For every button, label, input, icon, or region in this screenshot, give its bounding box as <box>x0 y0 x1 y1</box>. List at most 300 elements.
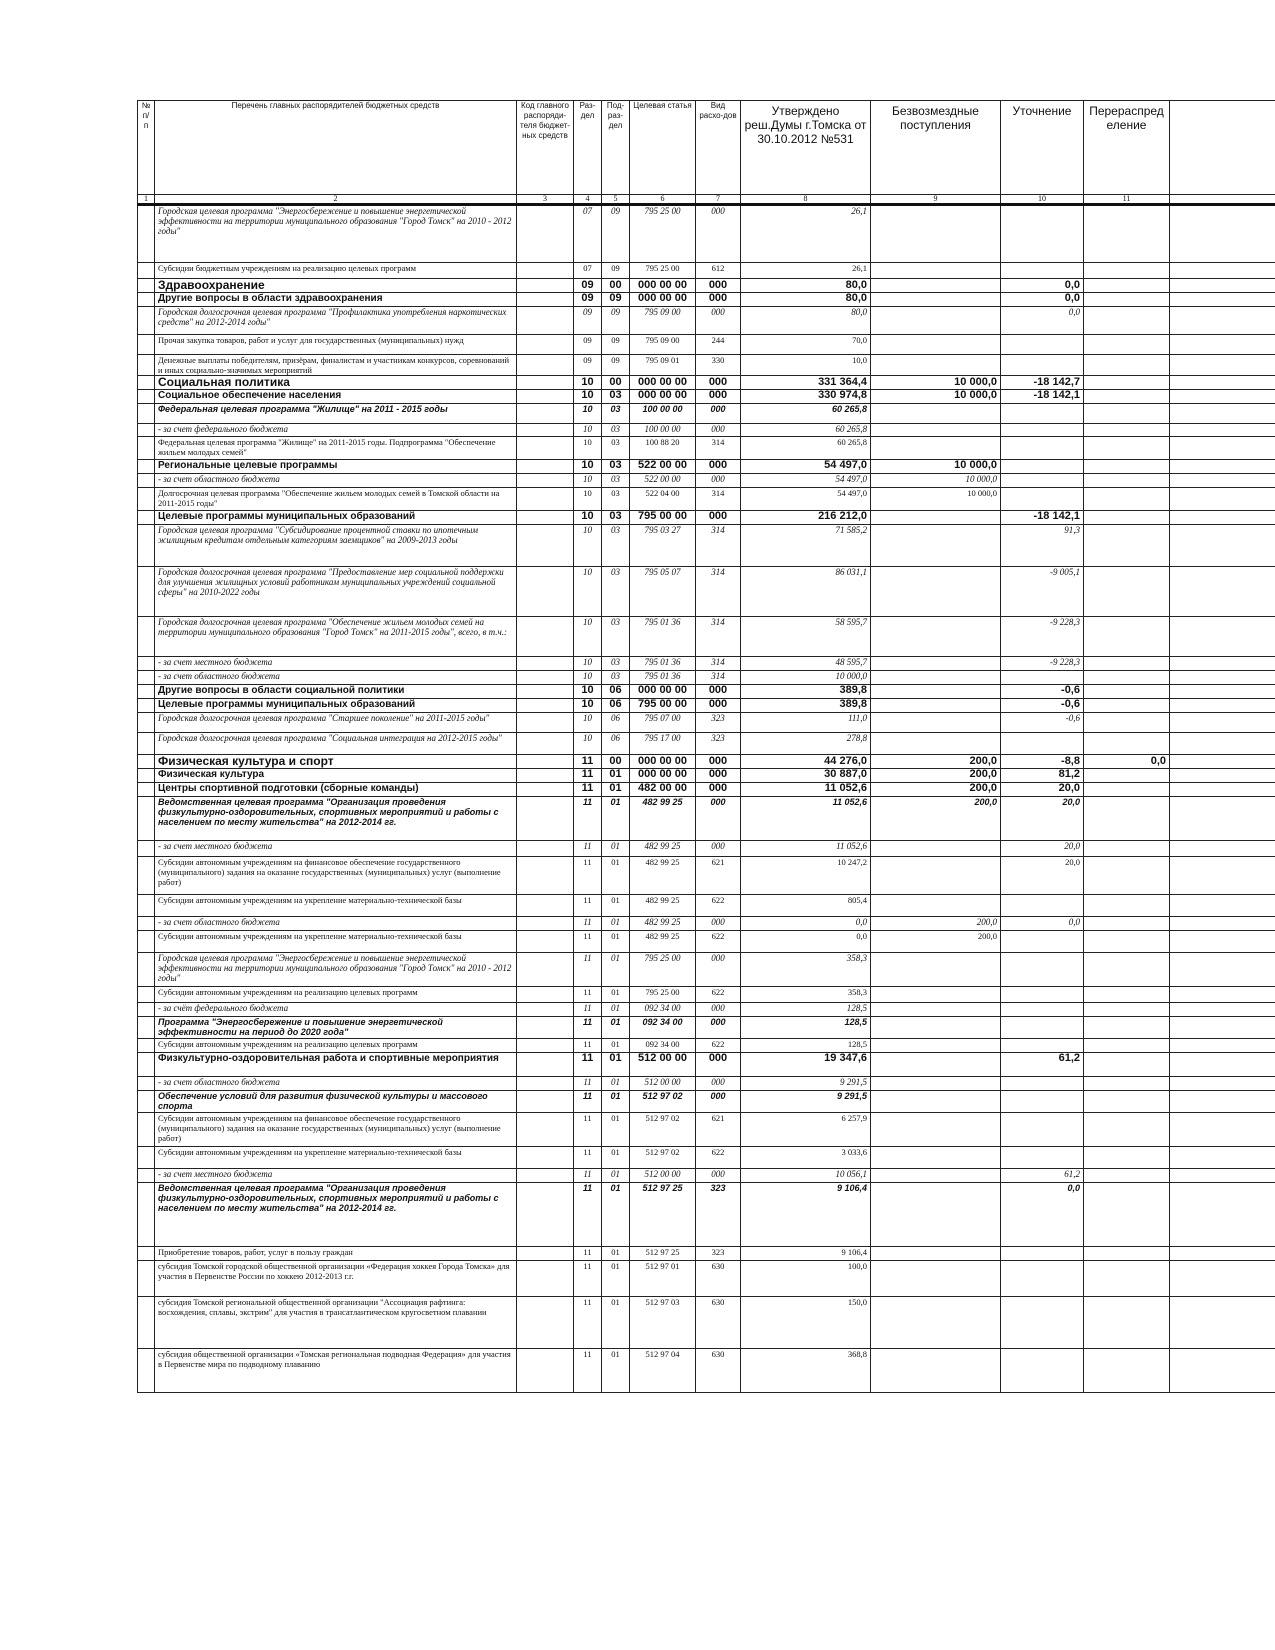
cell-redist <box>1084 279 1170 293</box>
cell-vid: 314 <box>696 657 741 671</box>
cell-num <box>138 1091 155 1113</box>
cell-free <box>871 567 1001 617</box>
cell-clarify <box>1001 1017 1084 1039</box>
cell-free <box>871 1247 1001 1261</box>
cell-approved: 48 595,7 <box>741 657 871 671</box>
cell-extra <box>1170 355 1275 376</box>
cell-podrazdel: 06 <box>602 685 630 699</box>
cell-num <box>138 841 155 857</box>
cell-code <box>517 1113 574 1147</box>
cell-podrazdel: 09 <box>602 307 630 335</box>
cell-free <box>871 1261 1001 1297</box>
cell-razdel: 11 <box>574 1349 602 1393</box>
cell-name: Городская долгосрочная целевая программа "Социальная интеграция на 2012-2015 годы" <box>155 733 517 755</box>
cell-code <box>517 307 574 335</box>
cell-code <box>517 713 574 733</box>
cell-clarify <box>1001 953 1084 987</box>
cell-vid: 000 <box>696 1017 741 1039</box>
cell-stat: 000 00 00 <box>630 279 696 293</box>
cell-podrazdel: 03 <box>602 511 630 525</box>
cell-num <box>138 733 155 755</box>
cell-razdel: 11 <box>574 769 602 783</box>
cell-name: - за счет областного бюджета <box>155 917 517 931</box>
cell-vid: 000 <box>696 699 741 713</box>
cell-podrazdel: 01 <box>602 1017 630 1039</box>
cell-extra <box>1170 733 1275 755</box>
cell-podrazdel: 03 <box>602 460 630 474</box>
cell-name: Обеспечение условий для развития физической культуры и массового спорта <box>155 1091 517 1113</box>
cell-redist <box>1084 1297 1170 1349</box>
cell-razdel: 11 <box>574 1297 602 1349</box>
cell-approved: 805,4 <box>741 895 871 917</box>
cell-approved: 11 052,6 <box>741 783 871 797</box>
col-number: 5 <box>602 195 630 205</box>
cell-stat: 482 99 25 <box>630 895 696 917</box>
cell-clarify <box>1001 1077 1084 1091</box>
cell-clarify <box>1001 1261 1084 1297</box>
cell-code <box>517 1169 574 1183</box>
cell-approved: 10 000,0 <box>741 671 871 685</box>
cell-approved: 58 595,7 <box>741 617 871 657</box>
cell-name: Социальная политика <box>155 376 517 390</box>
cell-code <box>517 567 574 617</box>
cell-extra <box>1170 263 1275 279</box>
cell-name: Целевые программы муниципальных образований <box>155 511 517 525</box>
cell-free <box>871 437 1001 460</box>
cell-redist <box>1084 733 1170 755</box>
cell-razdel: 10 <box>574 733 602 755</box>
cell-num <box>138 1147 155 1169</box>
cell-code <box>517 685 574 699</box>
cell-num <box>138 617 155 657</box>
cell-num <box>138 895 155 917</box>
col-number: 4 <box>574 195 602 205</box>
cell-vid: 630 <box>696 1297 741 1349</box>
cell-redist <box>1084 525 1170 567</box>
cell-clarify <box>1001 355 1084 376</box>
cell-name: Субсидии автономным учреждениям на укрепление материально-технической базы <box>155 895 517 917</box>
cell-approved: 389,8 <box>741 685 871 699</box>
cell-code <box>517 293 574 307</box>
cell-num <box>138 488 155 511</box>
cell-stat: 522 00 00 <box>630 460 696 474</box>
cell-approved: 60 265,8 <box>741 404 871 424</box>
cell-approved: 26,1 <box>741 205 871 263</box>
cell-extra <box>1170 293 1275 307</box>
header-stat: Целевая статья <box>630 101 696 195</box>
cell-code <box>517 671 574 685</box>
cell-podrazdel: 09 <box>602 293 630 307</box>
cell-code <box>517 1183 574 1247</box>
cell-redist <box>1084 437 1170 460</box>
cell-free <box>871 699 1001 713</box>
cell-name: - за счет областного бюджета <box>155 671 517 685</box>
cell-razdel: 10 <box>574 424 602 437</box>
cell-podrazdel: 01 <box>602 1349 630 1393</box>
cell-stat: 512 00 00 <box>630 1077 696 1091</box>
cell-clarify <box>1001 1003 1084 1017</box>
cell-name: Субсидии автономным учреждениям на реализацию целевых программ <box>155 1039 517 1053</box>
cell-redist <box>1084 460 1170 474</box>
cell-stat: 512 97 04 <box>630 1349 696 1393</box>
cell-redist <box>1084 1003 1170 1017</box>
cell-clarify <box>1001 424 1084 437</box>
table-row <box>138 685 1275 699</box>
cell-name: Городская целевая программа "Субсидирование процентной ставки по ипотечным жилищным кредитам отдельным категориям заемщиков" на 2009-2013 годы <box>155 525 517 567</box>
cell-redist <box>1084 685 1170 699</box>
cell-extra <box>1170 488 1275 511</box>
cell-podrazdel: 06 <box>602 733 630 755</box>
cell-num <box>138 567 155 617</box>
cell-free <box>871 685 1001 699</box>
cell-code <box>517 525 574 567</box>
cell-redist <box>1084 857 1170 895</box>
cell-extra <box>1170 1113 1275 1147</box>
cell-num <box>138 1017 155 1039</box>
cell-stat: 795 01 36 <box>630 671 696 685</box>
cell-extra <box>1170 685 1275 699</box>
cell-redist <box>1084 205 1170 263</box>
cell-clarify: -0,6 <box>1001 699 1084 713</box>
cell-podrazdel: 03 <box>602 525 630 567</box>
cell-podrazdel: 01 <box>602 1183 630 1247</box>
table-row <box>138 511 1275 525</box>
cell-razdel: 11 <box>574 783 602 797</box>
cell-free <box>871 404 1001 424</box>
cell-razdel: 11 <box>574 857 602 895</box>
cell-vid: 314 <box>696 617 741 657</box>
cell-extra <box>1170 335 1275 355</box>
cell-approved: 330 974,8 <box>741 390 871 404</box>
cell-clarify: 0,0 <box>1001 279 1084 293</box>
cell-razdel: 10 <box>574 437 602 460</box>
cell-podrazdel: 01 <box>602 987 630 1003</box>
cell-stat: 795 25 00 <box>630 953 696 987</box>
cell-num <box>138 953 155 987</box>
cell-vid: 612 <box>696 263 741 279</box>
cell-vid: 000 <box>696 390 741 404</box>
cell-redist <box>1084 424 1170 437</box>
cell-approved: 128,5 <box>741 1039 871 1053</box>
cell-name: Физическая культура <box>155 769 517 783</box>
cell-stat: 795 17 00 <box>630 733 696 755</box>
cell-stat: 795 03 27 <box>630 525 696 567</box>
cell-free <box>871 279 1001 293</box>
cell-code <box>517 205 574 263</box>
cell-redist <box>1084 671 1170 685</box>
cell-vid: 000 <box>696 376 741 390</box>
cell-razdel: 11 <box>574 1183 602 1247</box>
cell-stat: 522 04 00 <box>630 488 696 511</box>
cell-name: Городская долгосрочная целевая программа "Профилактика употребления наркотических средств" на 2012-2014 годы" <box>155 307 517 335</box>
cell-stat: 000 00 00 <box>630 390 696 404</box>
cell-vid: 000 <box>696 1091 741 1113</box>
table-row <box>138 657 1275 671</box>
cell-podrazdel: 01 <box>602 857 630 895</box>
header-code: Код главного распоряди-теля бюджет-ных средств <box>517 101 574 195</box>
cell-stat: 512 97 02 <box>630 1091 696 1113</box>
cell-extra <box>1170 437 1275 460</box>
cell-approved: 9 291,5 <box>741 1077 871 1091</box>
cell-extra <box>1170 987 1275 1003</box>
cell-name: Городская долгосрочная целевая программа "Обеспечение жильем молодых семей на территории муниципального образования "Город Томск" на 2011-2015 годы", всего, в т.ч.: <box>155 617 517 657</box>
cell-name: Субсидии автономным учреждениям на финансовое обеспечение государственного (муниципального) задания на оказание государственных (муниципальных) услуг (выполнение работ) <box>155 1113 517 1147</box>
table-row <box>138 713 1275 733</box>
cell-vid: 000 <box>696 685 741 699</box>
cell-vid: 000 <box>696 953 741 987</box>
table-row <box>138 1297 1275 1349</box>
cell-redist <box>1084 1169 1170 1183</box>
cell-razdel: 09 <box>574 307 602 335</box>
cell-num <box>138 437 155 460</box>
cell-extra <box>1170 390 1275 404</box>
cell-extra <box>1170 307 1275 335</box>
cell-razdel: 07 <box>574 205 602 263</box>
cell-podrazdel: 01 <box>602 1091 630 1113</box>
table-row <box>138 404 1275 424</box>
cell-clarify <box>1001 263 1084 279</box>
col-number: 3 <box>517 195 574 205</box>
cell-extra <box>1170 657 1275 671</box>
cell-vid: 000 <box>696 755 741 769</box>
table-row <box>138 1147 1275 1169</box>
cell-extra <box>1170 1017 1275 1039</box>
cell-redist <box>1084 567 1170 617</box>
cell-stat: 512 00 00 <box>630 1053 696 1077</box>
col-number: 6 <box>630 195 696 205</box>
column-numbers-row <box>138 195 1275 205</box>
header-approved: Утверждено реш.Думы г.Томска от 30.10.2012 №531 <box>741 101 871 195</box>
cell-num <box>138 307 155 335</box>
cell-redist <box>1084 1183 1170 1247</box>
cell-approved: 100,0 <box>741 1261 871 1297</box>
cell-vid: 323 <box>696 733 741 755</box>
cell-num <box>138 474 155 488</box>
table-row <box>138 424 1275 437</box>
cell-razdel: 11 <box>574 755 602 769</box>
cell-name: - за счет федерального бюджета <box>155 424 517 437</box>
cell-razdel: 10 <box>574 657 602 671</box>
cell-razdel: 10 <box>574 376 602 390</box>
cell-num <box>138 783 155 797</box>
cell-redist <box>1084 1261 1170 1297</box>
table-row <box>138 1003 1275 1017</box>
cell-num <box>138 460 155 474</box>
cell-redist <box>1084 783 1170 797</box>
cell-approved: 70,0 <box>741 335 871 355</box>
cell-name: Здравоохранение <box>155 279 517 293</box>
cell-approved: 80,0 <box>741 307 871 335</box>
cell-extra <box>1170 1297 1275 1349</box>
cell-approved: 6 257,9 <box>741 1113 871 1147</box>
table-row <box>138 460 1275 474</box>
cell-code <box>517 404 574 424</box>
cell-extra <box>1170 953 1275 987</box>
cell-approved: 9 106,4 <box>741 1247 871 1261</box>
cell-podrazdel: 06 <box>602 699 630 713</box>
cell-clarify: 81,2 <box>1001 769 1084 783</box>
table-row <box>138 1077 1275 1091</box>
cell-free: 200,0 <box>871 769 1001 783</box>
cell-vid: 000 <box>696 1003 741 1017</box>
cell-redist <box>1084 617 1170 657</box>
cell-free: 10 000,0 <box>871 474 1001 488</box>
budget-table <box>137 100 1275 1393</box>
cell-razdel: 10 <box>574 390 602 404</box>
cell-extra <box>1170 783 1275 797</box>
cell-podrazdel: 03 <box>602 404 630 424</box>
cell-code <box>517 1297 574 1349</box>
cell-code <box>517 488 574 511</box>
header-extra <box>1170 101 1275 195</box>
cell-clarify: 61,2 <box>1001 1169 1084 1183</box>
table-row <box>138 953 1275 987</box>
cell-name: Федеральная целевая программа "Жилище" на 2011-2015 годы. Подпрограмма "Обеспечение жильем молодых семей" <box>155 437 517 460</box>
cell-free <box>871 841 1001 857</box>
cell-clarify: -8,8 <box>1001 755 1084 769</box>
cell-extra <box>1170 511 1275 525</box>
cell-razdel: 10 <box>574 671 602 685</box>
cell-razdel: 09 <box>574 293 602 307</box>
cell-stat: 795 09 00 <box>630 307 696 335</box>
cell-name: Субсидии автономным учреждениям на укрепление материально-технической базы <box>155 931 517 953</box>
cell-num <box>138 1349 155 1393</box>
cell-free <box>871 1113 1001 1147</box>
cell-clarify <box>1001 1247 1084 1261</box>
cell-approved: 128,5 <box>741 1017 871 1039</box>
cell-name: Приобретение товаров, работ, услуг в пользу граждан <box>155 1247 517 1261</box>
table-row <box>138 525 1275 567</box>
cell-approved: 9 291,5 <box>741 1091 871 1113</box>
cell-name: Другие вопросы в области социальной политики <box>155 685 517 699</box>
cell-clarify: 91,3 <box>1001 525 1084 567</box>
cell-approved: 44 276,0 <box>741 755 871 769</box>
cell-free <box>871 1349 1001 1393</box>
cell-vid: 000 <box>696 1169 741 1183</box>
cell-stat: 000 00 00 <box>630 376 696 390</box>
cell-razdel: 11 <box>574 1261 602 1297</box>
cell-num <box>138 1003 155 1017</box>
cell-code <box>517 657 574 671</box>
cell-redist <box>1084 1053 1170 1077</box>
cell-num <box>138 657 155 671</box>
cell-free <box>871 1297 1001 1349</box>
cell-razdel: 11 <box>574 987 602 1003</box>
cell-podrazdel: 03 <box>602 567 630 617</box>
cell-podrazdel: 03 <box>602 671 630 685</box>
table-row <box>138 841 1275 857</box>
cell-redist <box>1084 1247 1170 1261</box>
cell-stat: 482 99 25 <box>630 931 696 953</box>
cell-vid: 000 <box>696 917 741 931</box>
table-row <box>138 699 1275 713</box>
cell-name: Физкультурно-оздоровительная работа и спортивные мероприятия <box>155 1053 517 1077</box>
cell-approved: 54 497,0 <box>741 474 871 488</box>
cell-podrazdel: 01 <box>602 1169 630 1183</box>
cell-num <box>138 205 155 263</box>
cell-code <box>517 797 574 841</box>
cell-approved: 111,0 <box>741 713 871 733</box>
cell-clarify <box>1001 460 1084 474</box>
cell-clarify: 20,0 <box>1001 797 1084 841</box>
cell-clarify: 20,0 <box>1001 783 1084 797</box>
cell-vid: 000 <box>696 424 741 437</box>
cell-extra <box>1170 699 1275 713</box>
cell-num <box>138 1039 155 1053</box>
cell-approved: 80,0 <box>741 279 871 293</box>
cell-num <box>138 755 155 769</box>
cell-stat: 100 00 00 <box>630 424 696 437</box>
cell-code <box>517 917 574 931</box>
cell-extra <box>1170 424 1275 437</box>
cell-stat: 100 88 20 <box>630 437 696 460</box>
cell-stat: 482 00 00 <box>630 783 696 797</box>
cell-free <box>871 857 1001 895</box>
cell-podrazdel: 01 <box>602 841 630 857</box>
cell-podrazdel: 03 <box>602 390 630 404</box>
cell-code <box>517 699 574 713</box>
cell-vid: 000 <box>696 841 741 857</box>
cell-extra <box>1170 1091 1275 1113</box>
cell-clarify <box>1001 488 1084 511</box>
cell-name: Федеральная целевая программа "Жилище" на 2011 - 2015 годы <box>155 404 517 424</box>
cell-num <box>138 1297 155 1349</box>
cell-vid: 000 <box>696 293 741 307</box>
cell-vid: 622 <box>696 1147 741 1169</box>
cell-stat: 512 97 02 <box>630 1113 696 1147</box>
table-row <box>138 335 1275 355</box>
cell-approved: 3 033,6 <box>741 1147 871 1169</box>
cell-approved: 11 052,6 <box>741 797 871 841</box>
cell-name: Городская долгосрочная целевая программа "Предоставление мер социальной поддержки для улучшения жилищных условий работникам муниципальных учреждений социальной сферы" на 2010-2022 годы <box>155 567 517 617</box>
cell-name: - за счет местного бюджета <box>155 657 517 671</box>
cell-redist <box>1084 1017 1170 1039</box>
cell-code <box>517 460 574 474</box>
cell-podrazdel: 01 <box>602 931 630 953</box>
cell-extra <box>1170 460 1275 474</box>
cell-free <box>871 671 1001 685</box>
cell-code <box>517 1247 574 1261</box>
cell-num <box>138 1183 155 1247</box>
cell-razdel: 10 <box>574 511 602 525</box>
cell-stat: 795 05 07 <box>630 567 696 617</box>
cell-free <box>871 895 1001 917</box>
cell-free: 10 000,0 <box>871 488 1001 511</box>
cell-vid: 323 <box>696 1247 741 1261</box>
cell-approved: 216 212,0 <box>741 511 871 525</box>
table-row <box>138 1039 1275 1053</box>
cell-extra <box>1170 857 1275 895</box>
cell-approved: 10 056,1 <box>741 1169 871 1183</box>
cell-num <box>138 335 155 355</box>
cell-podrazdel: 03 <box>602 437 630 460</box>
cell-name: субсидия общественной организации «Томская региональная подводная Федерация» для участия в Первенстве мира по подводному плаванию <box>155 1349 517 1393</box>
cell-vid: 314 <box>696 488 741 511</box>
cell-stat: 000 00 00 <box>630 293 696 307</box>
table-row <box>138 376 1275 390</box>
cell-free <box>871 733 1001 755</box>
cell-name: - за счет областного бюджета <box>155 474 517 488</box>
cell-extra <box>1170 1349 1275 1393</box>
table-row <box>138 1349 1275 1393</box>
cell-code <box>517 355 574 376</box>
cell-name: - за счет местного бюджета <box>155 1169 517 1183</box>
cell-razdel: 11 <box>574 1053 602 1077</box>
cell-podrazdel: 01 <box>602 953 630 987</box>
table-row <box>138 205 1275 263</box>
table-row <box>138 293 1275 307</box>
cell-podrazdel: 01 <box>602 783 630 797</box>
